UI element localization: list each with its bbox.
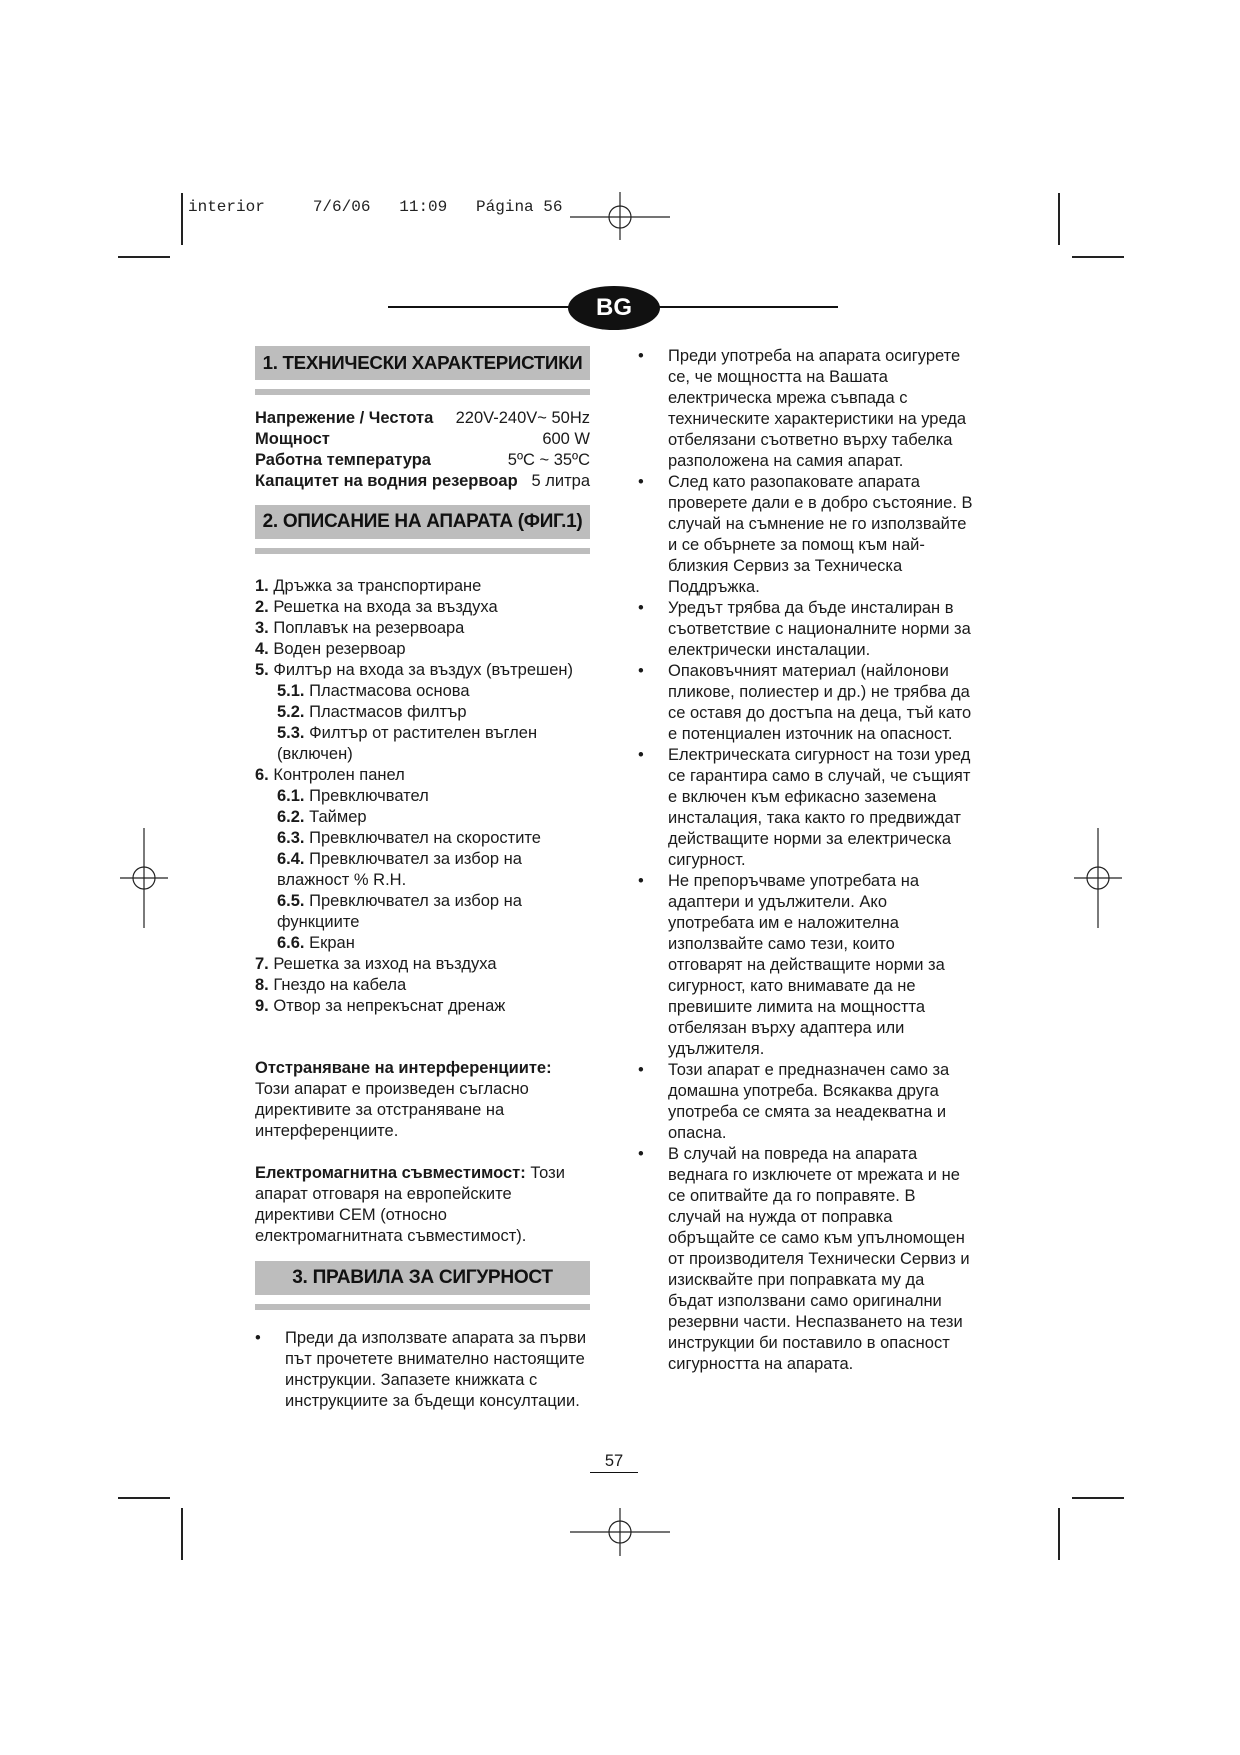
parts-list-text: Таймер xyxy=(309,808,367,826)
crop-mark-top-right-h xyxy=(1072,256,1124,258)
parts-list-item xyxy=(255,723,595,765)
parts-list-item xyxy=(255,828,595,849)
parts-list-number: 5.3. xyxy=(277,724,305,742)
parts-list-text: Дръжка за транспортиране xyxy=(273,577,482,595)
parts-list-item xyxy=(255,765,595,786)
spec-value: 220V-240V~ 50Hz xyxy=(455,409,590,427)
safety-item: • Уредът трябва да бъде инсталиран в съответствие с националните норми за електрически инсталации. xyxy=(638,598,973,661)
spec-label: Работна температура xyxy=(255,451,431,469)
parts-list-item xyxy=(255,681,595,702)
parts-list-text: Филтър на входа за въздух (вътрешен) xyxy=(273,661,574,679)
parts-list-number: 2. xyxy=(255,598,269,616)
parts-list-text: Решетка на входа за въздуха xyxy=(273,598,498,616)
parts-list-item xyxy=(255,618,595,639)
section-1-bar xyxy=(255,389,590,395)
safety-list-right xyxy=(638,346,973,1375)
section-2-title: 2. ОПИСАНИЕ НА АПАРАТА (ФИГ.1) xyxy=(255,505,590,539)
parts-list-item xyxy=(255,933,595,954)
spec-label: Капацитет на водния резервоар xyxy=(255,472,518,490)
parts-list-item xyxy=(255,849,595,891)
parts-list-item xyxy=(255,891,595,933)
parts-list-item xyxy=(255,954,595,975)
parts-list-text: Превключвател xyxy=(309,787,429,805)
safety-item: • След като разопаковате апарата проверете дали е в добро състояние. В случай на съмнение не го използвайте и се обърнете за помощ към най-близкия Сервиз за Техническа Поддръжка. xyxy=(638,472,973,598)
spec-table xyxy=(255,408,590,492)
registration-mark-right xyxy=(1072,826,1124,930)
parts-list-item xyxy=(255,807,595,828)
section-2-bar xyxy=(255,548,590,554)
safety-item: • В случай на повреда на апарата веднага го изключете от мрежата и не се опитвайте да го поправяте. В случай на нужда от поправка обръщайте се само към упълномощен от производителя Технически Сервиз и изисквайте при поправката му да бъдат използвани само оригинални резервни части. Неспазването на тези инструкции би поставило в опасност сигурността на апарата. xyxy=(638,1144,973,1375)
spec-value: 600 W xyxy=(542,430,590,448)
parts-list-text: Поплавък на резервоара xyxy=(273,619,465,637)
parts-list-text: Решетка за изход на въздуха xyxy=(273,955,497,973)
parts-list-item xyxy=(255,975,595,996)
section-3-title: 3. ПРАВИЛА ЗА СИГУРНОСТ xyxy=(255,1261,590,1295)
header-rule-left xyxy=(388,306,570,308)
registration-mark-top xyxy=(568,190,672,242)
page-number: 57 xyxy=(590,1452,638,1473)
section-1-title: 1. ТЕХНИЧЕСКИ ХАРАКТЕРИСТИКИ xyxy=(255,346,590,380)
parts-list-number: 9. xyxy=(255,997,269,1015)
crop-mark-bottom-right-v xyxy=(1058,1508,1060,1560)
spec-value: 5ºC ~ 35ºC xyxy=(507,451,590,469)
spec-row xyxy=(255,450,590,471)
crop-mark-bottom-left-h xyxy=(118,1497,170,1499)
emc-heading: Електромагнитна съвместимост: xyxy=(255,1164,526,1182)
spec-value: 5 литра xyxy=(531,472,590,490)
parts-list-text: Превключвател за избор на влажност % R.H. xyxy=(277,850,522,889)
safety-item: • Не препоръчваме употребата на адаптери и удължители. Ако употребата им е наложителна използвайте само тези, които отговарят на действащите норми за сигурност, като внимавате да не превишите лимита на мощността отбелязан върху адаптера или удължителя. xyxy=(638,871,973,1060)
parts-list-item xyxy=(255,996,595,1017)
emc-text: Този апарат отговаря на европейските директиви CEM (относно електромагнитната съвместимост). xyxy=(255,1164,565,1245)
safety-item: • Преди употреба на апарата осигурете се, че мощността на Вашата електрическа мрежа съвпада с техническите характеристики на уреда отбелязани съответно върху табелка разположена на самия апарат. xyxy=(638,346,973,472)
crop-mark-top-right-v xyxy=(1058,193,1060,245)
parts-list-text: Контролен панел xyxy=(273,766,405,784)
emc-paragraph xyxy=(255,1163,595,1247)
parts-list-text: Пластмасов филтър xyxy=(309,703,467,721)
language-badge: BG xyxy=(568,286,660,330)
parts-list-number: 6.2. xyxy=(277,808,305,826)
parts-list-text: Филтър от растителен въглен (включен) xyxy=(277,724,538,763)
parts-list-number: 6.1. xyxy=(277,787,305,805)
parts-list-number: 7. xyxy=(255,955,269,973)
parts-list-text: Пластмасова основа xyxy=(309,682,470,700)
parts-list-item xyxy=(255,576,595,597)
spec-label: Мощност xyxy=(255,430,330,448)
parts-list-number: 5.1. xyxy=(277,682,305,700)
registration-mark-bottom xyxy=(568,1506,672,1558)
crop-mark-top-left-h xyxy=(118,256,170,258)
crop-mark-top-left-v xyxy=(181,193,183,245)
parts-list-number: 4. xyxy=(255,640,269,658)
interference-text: Този апарат е произведен съгласно директивите за отстраняване на интерференциите. xyxy=(255,1080,529,1140)
crop-mark-bottom-right-h xyxy=(1072,1497,1124,1499)
parts-list-text: Превключвател на скоростите xyxy=(309,829,541,847)
interference-paragraph xyxy=(255,1058,595,1142)
registration-mark-left xyxy=(118,826,170,930)
spec-label: Напрежение / Честота xyxy=(255,409,434,427)
parts-list-number: 6.5. xyxy=(277,892,305,910)
parts-list xyxy=(255,576,595,1017)
safety-item: • Опаковъчният материал (найлонови пликове, полиестер и др.) не трябва да се оставя до достъпа на деца, тъй като е потенциален източник на опасност. xyxy=(638,661,973,745)
parts-list-text: Екран xyxy=(309,934,355,952)
header-rule-right xyxy=(658,306,838,308)
parts-list-number: 6.6. xyxy=(277,934,305,952)
parts-list-text: Воден резервоар xyxy=(273,640,406,658)
parts-list-item xyxy=(255,639,595,660)
parts-list-text: Гнездо на кабела xyxy=(273,976,407,994)
parts-list-item xyxy=(255,597,595,618)
parts-list-number: 6. xyxy=(255,766,269,784)
parts-list-number: 8. xyxy=(255,976,269,994)
interference-heading: Отстраняване на интерференциите: xyxy=(255,1059,552,1077)
print-info: interior 7/6/06 11:09 Página 56 xyxy=(188,198,563,216)
safety-item: • Електрическата сигурност на този уред се гарантира само в случай, че същият е включен към ефикасно заземена инсталация, така както го предвиждат действащите норми за електрическа сигурност. xyxy=(638,745,973,871)
safety-item: • Преди да използвате апарата за първи път прочетете внимателно настоящите инструкции. Запазете книжката с инструкциите за бъдещи консултации. xyxy=(255,1328,595,1412)
crop-mark-bottom-left-v xyxy=(181,1508,183,1560)
parts-list-number: 5. xyxy=(255,661,269,679)
parts-list-number: 1. xyxy=(255,577,269,595)
safety-item: • Този апарат е предназначен само за домашна употреба. Всякаква друга употреба се смята за неадекватна и опасна. xyxy=(638,1060,973,1144)
parts-list-item xyxy=(255,786,595,807)
parts-list-text: Превключвател за избор на функциите xyxy=(277,892,522,931)
safety-list-left xyxy=(255,1328,595,1412)
parts-list-number: 3. xyxy=(255,619,269,637)
parts-list-item xyxy=(255,702,595,723)
parts-list-number: 5.2. xyxy=(277,703,305,721)
parts-list-number: 6.4. xyxy=(277,850,305,868)
spec-row xyxy=(255,408,590,429)
spec-row xyxy=(255,471,590,492)
parts-list-item xyxy=(255,660,595,681)
parts-list-text: Отвор за непрекъснат дренаж xyxy=(273,997,506,1015)
spec-row xyxy=(255,429,590,450)
parts-list-number: 6.3. xyxy=(277,829,305,847)
section-3-bar xyxy=(255,1304,590,1310)
